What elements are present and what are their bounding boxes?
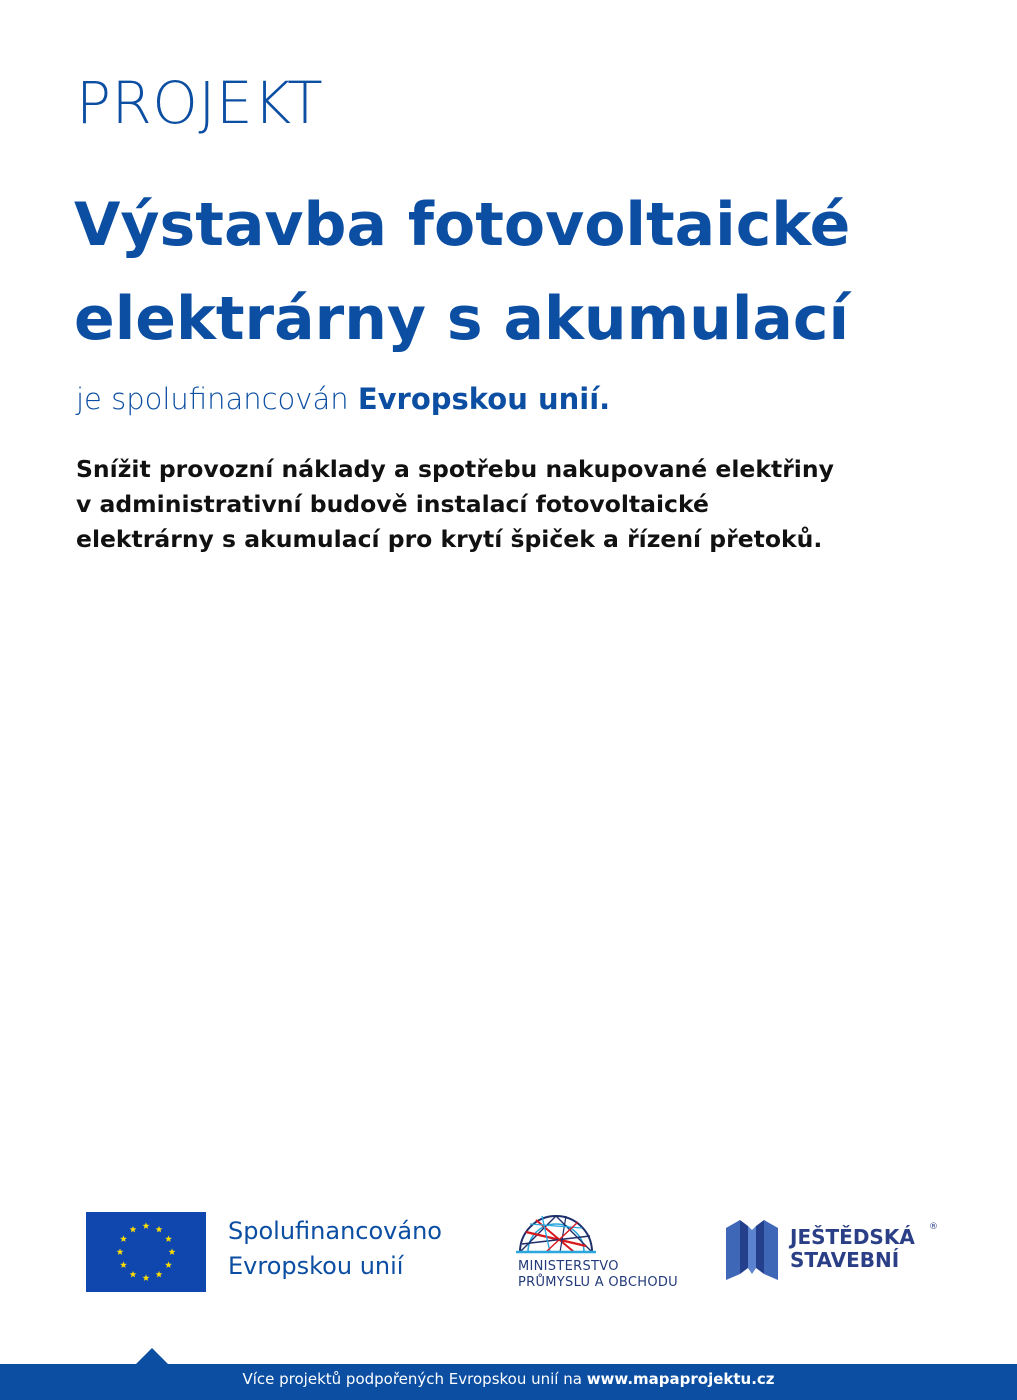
eu-star-icon — [130, 1271, 137, 1278]
title-line-1: Výstavba fotovoltaické — [74, 190, 851, 260]
cofinancing-strong: Evropskou unií. — [357, 382, 611, 416]
footer-notch — [136, 1348, 168, 1364]
jestedska-text-line-1: JEŠTĚDSKÁ — [790, 1225, 915, 1249]
mpo-logo — [516, 1210, 696, 1300]
jestedska-text-line-2: STAVEBNÍ — [790, 1248, 900, 1272]
project-description — [76, 452, 976, 557]
project-kicker: PROJEKT — [76, 69, 324, 137]
eu-star-icon — [165, 1235, 172, 1242]
description-line-3: elektrárny s akumulací pro krytí špiček a řízení přetoků. — [76, 525, 823, 553]
registered-mark: ® — [929, 1222, 938, 1232]
eu-star-icon — [143, 1222, 150, 1229]
description-line-1: Snížit provozní náklady a spotřebu nakupované elektřiny — [76, 455, 834, 483]
eu-star-icon — [169, 1248, 176, 1255]
eu-star-icon — [120, 1235, 127, 1242]
mpo-text-line-1: MINISTERSTVO — [518, 1259, 619, 1274]
cofinancing-lead: je spolufinancován — [76, 382, 358, 416]
title-line-2: elektrárny s akumulací — [74, 284, 850, 354]
eu-star-icon — [143, 1274, 150, 1281]
eu-text-line-2: Evropskou unií — [228, 1252, 404, 1280]
eu-star-icon — [120, 1261, 127, 1268]
eu-cofinanced-text — [228, 1214, 442, 1284]
eu-star-icon — [165, 1261, 172, 1268]
eu-flag-icon — [86, 1212, 206, 1292]
eu-star-icon — [156, 1271, 163, 1278]
eu-text-line-1: Spolufinancováno — [228, 1217, 442, 1245]
jestedska-text — [790, 1226, 915, 1272]
mpo-text-line-2: PRŮMYSLU A OBCHODU — [518, 1275, 678, 1290]
eu-star-icon — [130, 1226, 137, 1233]
jestedska-mark-icon — [724, 1218, 780, 1284]
footer-lead: Více projektů podpořených Evropskou unií na — [242, 1370, 587, 1388]
mpo-text — [518, 1259, 678, 1291]
mpo-globe-icon — [516, 1210, 596, 1256]
cofinancing-statement — [76, 382, 610, 416]
footer-text — [0, 1364, 1017, 1400]
jestedska-logo — [724, 1218, 954, 1288]
footer-link[interactable]: www.mapaprojektu.cz — [586, 1370, 775, 1388]
description-line-2: v administrativní budově instalací fotovoltaické — [76, 490, 709, 518]
project-title — [74, 178, 974, 366]
eu-star-icon — [156, 1226, 163, 1233]
eu-star-icon — [117, 1248, 124, 1255]
